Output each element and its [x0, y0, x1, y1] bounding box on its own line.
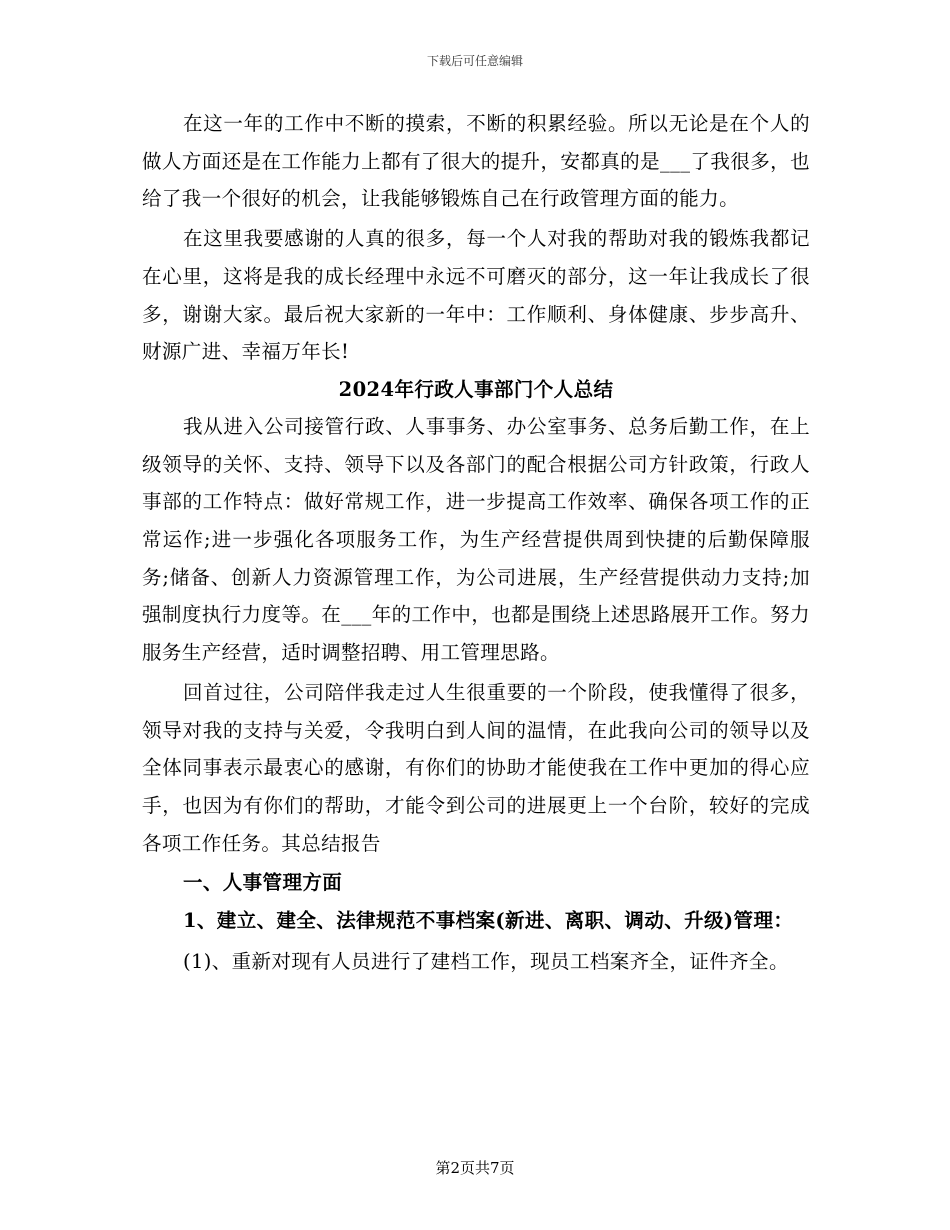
page-number-footer: 第2页共7页: [435, 1159, 515, 1177]
paragraph-3: 我从进入公司接管行政、人事事务、办公室事务、总务后勤工作，在上级领导的关怀、支持、领导下以及各部门的配合根据公司方针政策，行政人事部的工作特点：做好常规工作，进一步提高工作效率、确保各项工作的正常运作;进一步强化各项服务工作，为生产经营提供周到快捷的后勤保障服务;储备、创新人力资源管理工作，为公司进展，生产经营提供动力支持;加强制度执行力度等。在___年的工作中，也都是围绕上述思路展开工作。努力服务生产经营，适时调整招聘、用工管理思路。: [142, 414, 810, 665]
paragraph-4: 回首过往，公司陪伴我走过人生很重要的一个阶段，使我懂得了很多，领导对我的支持与关爱，令我明白到人间的温情，在此我向公司的领导以及全体同事表示最衷心的感谢，有你们的协助才能使我在工作中更加的得心应手，也因为有你们的帮助，才能令到公司的进展更上一个台阶，较好的完成各项工作任务。其总结报告: [142, 680, 810, 855]
paragraph-2: 在这里我要感谢的人真的很多，每一个人对我的帮助对我的锻炼我都记在心里，这将是我的成长经理中永远不可磨灭的部分，这一年让我成长了很多，谢谢大家。最后祝大家新的一年中：工作顺利、身体健康、步步高升、财源广进、幸福万年长!: [142, 227, 810, 364]
header-note: 下载后可任意编辑: [426, 54, 523, 68]
heading-archive-management: 1、建立、建全、法律规范不事档案(新进、离职、调动、升级)管理：: [182, 909, 794, 933]
paragraph-1: 在这一年的工作中不断的摸索，不断的积累经验。所以无论是在个人的做人方面还是在工作能力上都有了很大的提升，安都真的是___了我很多，也给了我一个很好的机会，让我能够锻炼自己在行政管理方面的能力。: [142, 112, 810, 211]
document-body: [142, 105, 810, 980]
paragraph-5: (1)、重新对现有人员进行了建档工作，现员工档案齐全，证件齐全。: [182, 949, 789, 973]
section-title: 2024年行政人事部门个人总结: [338, 377, 614, 401]
heading-personnel-management: 一、人事管理方面: [182, 871, 343, 895]
